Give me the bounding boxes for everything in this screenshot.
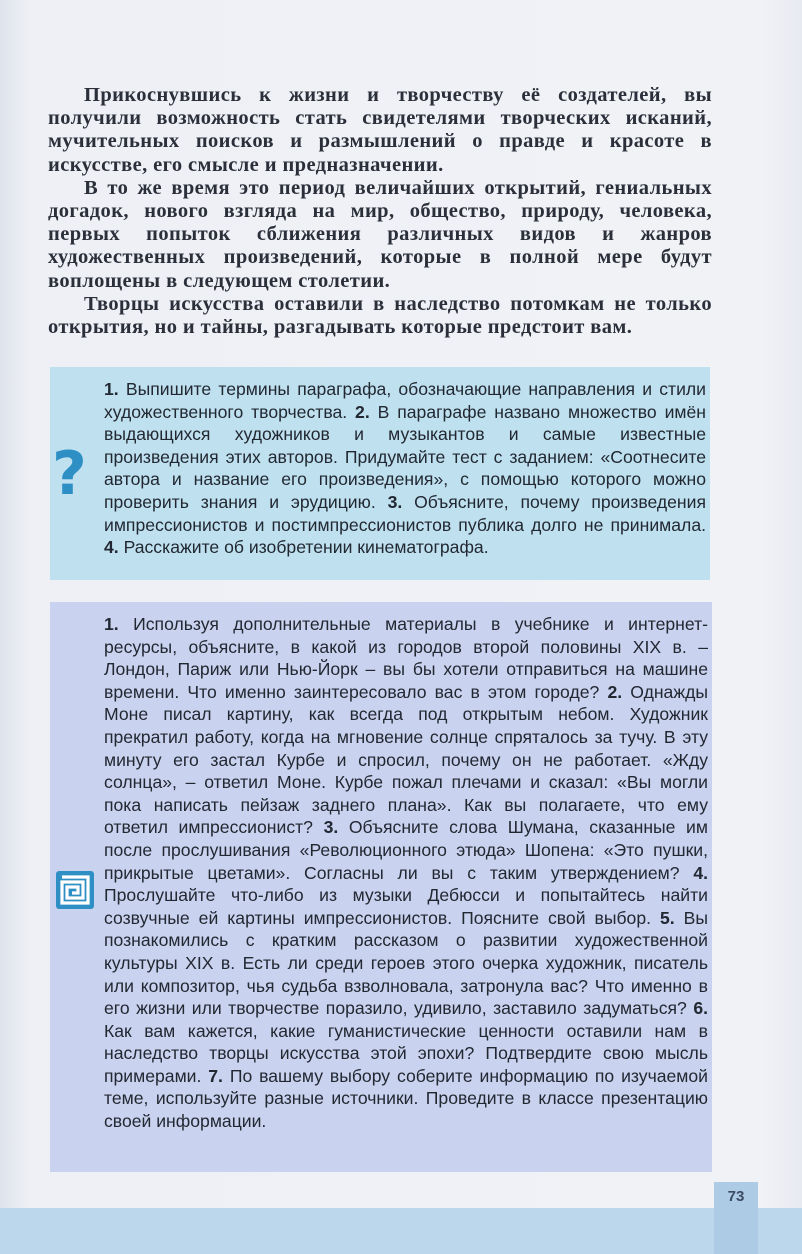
footer-band xyxy=(0,1208,802,1254)
page-number: 73 xyxy=(727,1188,745,1205)
questions-list xyxy=(104,378,706,559)
project-text: Вы познакомились с кратким рассказом о развитии художественной культуры XIX в. Есть ли среди героев этого очерка художник, писатель или композитор, чья судьба взволновала, затронула вас? Что именно в его жизни или творчестве поразило, удивило, заставило задуматься? xyxy=(104,907,708,1019)
intro-paragraph-3: Творцы искусства оставили в наследство потомкам не только открытия, но и тайны, разгадывать которые предстоит вам. xyxy=(48,292,712,339)
project-text: Объясните слова Шумана, сказанные им после прослушивания «Революционного этюда» Шопена: «Это пушки, прикрытые цветами». Согласны ли вы с таким утверждением? xyxy=(104,817,708,883)
question-number: 1. xyxy=(104,379,119,399)
question-number: 4. xyxy=(104,537,119,558)
project-text: Как вам кажется, какие гуманистические ценности оставили нам в наследство творцы искусства этой эпохи? Подтвердите свою мысль примерами. xyxy=(104,1020,708,1086)
project-number: 6. xyxy=(693,998,708,1019)
spiral-book-icon xyxy=(56,871,94,909)
intro-paragraph-1: Прикоснувшись к жизни и творчеству её создателей, вы получили возможность стать свидетелями творческих исканий, мучительных поисков и размышлений о правде и красоте в искусстве, его смысле и предназначении. xyxy=(48,84,712,176)
project-number: 2. xyxy=(607,681,623,702)
question-number: 3. xyxy=(387,491,403,512)
question-text: Расскажите об изобретении кинематографа. xyxy=(123,537,489,558)
project-number: 3. xyxy=(323,817,339,838)
project-text: Прослушайте что-либо из музыки Дебюсси и попытайтесь найти созвучные ей картины импрессионистов. Поясните свой выбор. xyxy=(104,885,708,928)
project-number: 1. xyxy=(104,614,119,634)
question-number: 2. xyxy=(355,401,370,422)
project-text: Однажды Моне писал картину, как всегда под открытым небом. Художник прекратил работу, когда на мгновение солнце спряталось за тучу. В эту минуту его застал Курбе и спросил, почему он не работает. «Жду солнца», – ответил Моне. Курбе пожал плечами и сказал: «Вы могли пока написать пейзаж заднего плана». Как вы полагаете, что ему ответил импрессионист? xyxy=(104,681,709,838)
project-number: 7. xyxy=(208,1065,223,1086)
projects-list xyxy=(104,613,708,1133)
project-number: 5. xyxy=(659,907,675,928)
intro-paragraph-2: В то же время это период величайших открытий, гениальных догадок, нового взгляда на мир, общество, природу, человека, первых попыток сближения различных видов и жанров художественных произведений, которые в полной мере будут воплощены в следующем столетии. xyxy=(48,176,712,292)
question-text: В параграфе названо множество имён выдающихся художников и музыкантов и самые известные произведения этих авторов. Придумайте тест с заданием: «Соотнесите автора и название его произведения», с помощью которого можно проверить знания и эрудицию. xyxy=(104,401,707,512)
project-text: По вашему выбору соберите информацию по изучаемой теме, используйте разные источники. Проведите в классе презентацию своей информации. xyxy=(104,1065,709,1132)
project-text: Используя дополнительные материалы в учебнике и интернет-ресурсы, объясните, в какой из городов второй половины XIX в. – Лондон, Париж или Нью-Йорк – вы бы хотели отправиться на машине времени. Что именно заинтересовало вас в этом городе? xyxy=(104,614,708,702)
question-text: Выпишите термины параграфа, обозначающие направления и стили художественного творчества. xyxy=(104,379,707,422)
question-text: Объясните, почему произведения импрессионистов и постимпрессионистов публика долго не принимала. xyxy=(104,491,706,535)
question-mark-icon: ? xyxy=(52,439,87,509)
intro-text xyxy=(48,84,712,339)
project-number: 4. xyxy=(693,862,709,883)
